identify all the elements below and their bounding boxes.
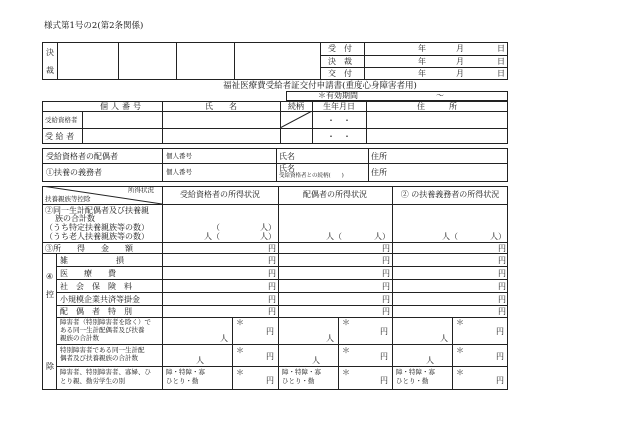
col1-specific-count[interactable]: （ 人） <box>212 223 276 232</box>
col3-header: ② の扶養義務者の所得状況 <box>400 190 500 199</box>
deduction-label-casualty: 雑 損 <box>60 256 124 265</box>
relation-diagonal <box>280 111 312 128</box>
col1-dependent-count[interactable]: 人（ 人） <box>204 232 276 241</box>
col2-income[interactable]: 円 <box>382 244 390 253</box>
supporter-name-label: 氏名 <box>279 164 295 173</box>
supporter-label: ①扶養の義務者 <box>46 168 102 177</box>
validity-label: ＊有効期間 <box>318 91 358 100</box>
kessai-label-bottom: 裁 <box>46 66 54 75</box>
spouse-id-label: 個人番号 <box>166 152 192 160</box>
form-number: 様式第1号の2(第2条関係) <box>44 21 144 31</box>
deduction-side-kou: 控 <box>46 290 54 299</box>
col3-status-option-b[interactable]: ひとり・勤 <box>396 377 429 385</box>
col1-status-option-b[interactable]: ひとり・勤 <box>166 377 199 385</box>
col2-status-option-a[interactable]: 障・特障・寡 <box>282 368 321 376</box>
recipient-dob[interactable]: ・ ・ <box>327 132 351 141</box>
col-id-header: 個人番号 <box>100 102 144 111</box>
deduction-label-medical: 医 療 費 <box>60 269 116 278</box>
col2-dependent-count[interactable]: 人（ 人） <box>326 232 390 241</box>
spouse-name-label: 氏名 <box>279 152 295 161</box>
col-dob-header: 生年月日 <box>323 102 355 111</box>
spouse-label: 受給資格者の配偶者 <box>46 152 118 161</box>
deduction-label-spouse-special: 配 偶 者 特 別 <box>60 307 132 316</box>
col3-income[interactable]: 円 <box>498 244 506 253</box>
supporter-address-label: 住所 <box>371 168 387 177</box>
col2-header: 配偶者の所得状況 <box>303 190 367 199</box>
col-name-header: 氏 名 <box>205 102 237 111</box>
approval-block <box>42 42 508 80</box>
kessai-label-top: 決 <box>46 48 54 57</box>
col2-status-option-b[interactable]: ひとり・勤 <box>282 377 315 385</box>
deduction-label-mutual-aid: 小規模企業共済等掛金 <box>60 295 140 304</box>
row-eligible-label: 受給資格者 <box>45 116 78 124</box>
income-amount-label: ③所 得 金 額 <box>45 244 133 253</box>
deduction-label-insurance: 社 会 保 険 料 <box>60 282 132 291</box>
issue-label: 交 付 <box>328 69 352 78</box>
spouse-address-label: 住所 <box>371 152 387 161</box>
col1-header: 受給資格者の所得状況 <box>180 190 260 199</box>
supporter-id-label: 個人番号 <box>166 168 192 176</box>
col1-income[interactable]: 円 <box>268 244 276 253</box>
supporter-relation-label: 受給資格者との続柄( ) <box>279 173 344 179</box>
income-status-label: 所得状況 <box>128 186 154 194</box>
form-title: 福祉医療費受給者証交付申請書(重度心身障害者用) <box>223 81 417 91</box>
col3-dependent-count[interactable]: 人（ 人） <box>442 232 506 241</box>
eligible-dob[interactable]: ・ ・ <box>327 116 351 125</box>
validity-tilde: ～ <box>436 91 444 100</box>
deduction-header-label: 扶養親族等控除 <box>45 195 91 203</box>
col-relation-header: 続柄 <box>288 102 304 111</box>
row-recipient-label: 受 給 者 <box>45 132 75 141</box>
decision-label: 決 裁 <box>328 57 352 66</box>
deduction-side-number: ④ <box>46 272 54 281</box>
col3-status-option-a[interactable]: 障・特障・寡 <box>396 368 435 376</box>
col-address-header: 住 所 <box>417 102 457 111</box>
deduction-side-jo: 除 <box>46 362 54 371</box>
receipt-label: 受 付 <box>328 44 352 53</box>
col1-status-option-a[interactable]: 障・特障・寡 <box>166 368 205 376</box>
